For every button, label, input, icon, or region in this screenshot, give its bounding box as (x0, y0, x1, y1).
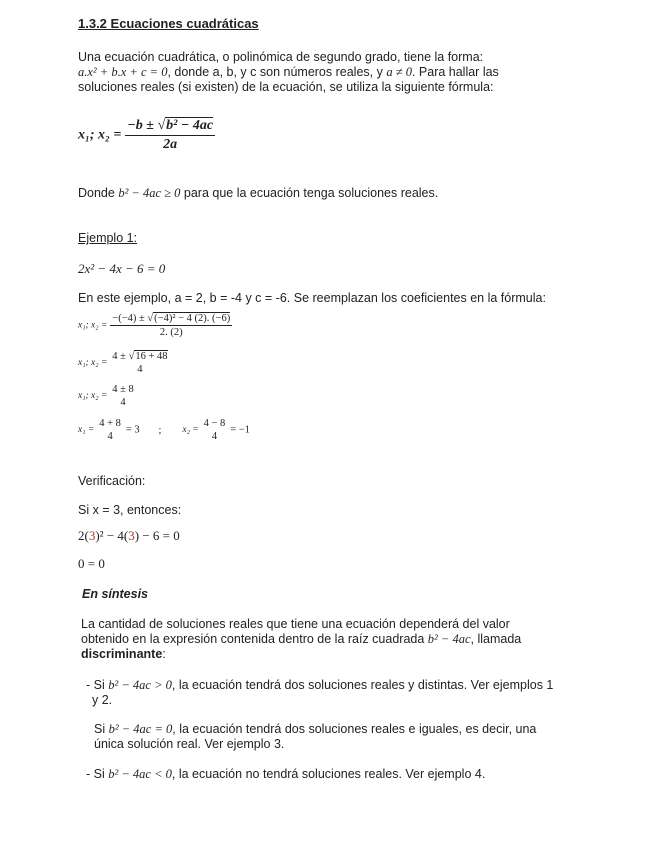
formula-fraction (125, 118, 215, 153)
summary-p1-line-2-pre: obtenido en la expresión contenida dentro de la raíz cuadrada (81, 632, 428, 646)
example-equation: 2x² − 4x − 6 = 0 (78, 261, 166, 276)
step-2-denominator: 4 (137, 364, 143, 375)
intro-line-2 (78, 65, 499, 80)
verification-eq-pre: 2( (78, 528, 89, 543)
verification-value-2: 3 (128, 528, 135, 543)
solution-1-denominator: 4 (107, 431, 113, 442)
step-1-lhs: x₁; x₂ = (78, 320, 108, 331)
formula-denominator: 2a (163, 137, 178, 152)
step-2-numerator (110, 351, 169, 363)
solution-2-numerator: 4 − 8 (203, 418, 226, 429)
bullet-zero-line-2: única solución real. Ver ejemplo 3. (94, 737, 285, 751)
verification-eq-mid: )² − 4( (95, 528, 129, 543)
intro-line-1: Una ecuación cuadrática, o polinómica de segundo grado, tiene la forma: (78, 50, 484, 64)
bullet-negative (86, 767, 485, 782)
bullet-zero-expr: b² − 4ac = 0 (108, 722, 173, 736)
step-3 (78, 384, 136, 408)
summary-heading: En síntesis (82, 587, 148, 601)
step-2-lhs: x₁; x₂ = (78, 358, 108, 368)
solution-2-lhs: x₂ = (182, 425, 199, 435)
step-3-fraction (110, 384, 136, 408)
sqrt-symbol: √ (128, 351, 135, 362)
solution-1-lhs: x₁ = (78, 425, 95, 435)
step-1 (78, 313, 232, 338)
bullet-positive-line-2: y 2. (92, 693, 113, 707)
step-3-numerator: 4 ± 8 (112, 384, 134, 395)
solution-1-fraction (97, 418, 123, 442)
bullet-positive-post: , la ecuación tendrá dos soluciones reales y distintas. Ver ejemplos 1 (171, 678, 554, 692)
bullet-negative-expr: b² − 4ac < 0 (108, 767, 172, 781)
bullet-positive-expr: b² − 4ac > 0 (108, 678, 172, 692)
formula-radicand: b² − 4ac (166, 118, 214, 133)
condition-prefix: Donde (78, 186, 119, 200)
step-2 (78, 351, 170, 375)
condition-expression: b² − 4ac ≥ 0 (118, 186, 181, 200)
example-heading: Ejemplo 1: (78, 231, 138, 245)
solution-2-denominator: 4 (211, 431, 218, 442)
step-2-fraction (110, 351, 169, 375)
intro-line-3: soluciones reales (si existen) de la ecuación, se utiliza la siguiente fórmula: (78, 80, 494, 94)
verification-heading: Verificación: (78, 474, 146, 488)
step-2-numerator-left: 4 ± (112, 351, 129, 362)
solution-1-numerator: 4 + 8 (99, 418, 121, 429)
step-3-denominator: 4 (120, 397, 126, 408)
sqrt-symbol: √ (147, 313, 154, 324)
step-1-fraction (110, 313, 232, 338)
bullet-zero-pre: Si (94, 722, 109, 736)
solution-1-result: = 3 (125, 424, 140, 436)
verification-line: Si x = 3, entonces: (78, 503, 182, 517)
step-1-numerator-left: −(−4) ± (112, 313, 148, 324)
bullet-negative-pre: - Si (86, 767, 109, 781)
verification-result: 0 = 0 (78, 556, 105, 571)
summary-p1-line-3 (81, 647, 166, 661)
solution-2-fraction (202, 418, 228, 442)
step-1-numerator (110, 313, 232, 326)
verification-equation (78, 528, 180, 544)
summary-p1-colon: : (162, 647, 166, 661)
step-1-denominator: 2. (2) (159, 327, 183, 338)
condition-line (78, 186, 438, 201)
section-title: 1.3.2 Ecuaciones cuadráticas (78, 16, 259, 31)
step-2-radicand: 16 + 48 (135, 351, 168, 362)
formula-numerator (125, 118, 215, 136)
condition-suffix: para que la ecuación tenga soluciones reales. (180, 186, 439, 200)
formula-numerator-left: −b ± (127, 118, 158, 133)
verification-value-1: 3 (88, 528, 96, 543)
step-3-lhs: x₁; x₂ = (78, 391, 108, 401)
quadratic-formula (78, 118, 215, 153)
verification-eq-end: ) − 6 = 0 (134, 528, 180, 543)
bullet-zero-post: , la ecuación tendrá dos soluciones reales e iguales, es decir, una (172, 722, 537, 736)
intro-line-2-mid: , donde a, b, y c son números reales, y (167, 65, 387, 79)
bullet-negative-post: , la ecuación no tendrá soluciones reales. Ver ejemplo 4. (171, 767, 486, 781)
summary-p1-line-1: La cantidad de soluciones reales que tiene una ecuación dependerá del valor (81, 617, 510, 631)
bullet-positive-pre: - Si (86, 678, 109, 692)
bullet-positive (86, 678, 553, 693)
summary-p1-line-2 (81, 632, 521, 647)
a-nonzero-condition: a ≠ 0 (386, 65, 412, 79)
bullet-zero (94, 722, 536, 737)
discriminant-expression: b² − 4ac (427, 632, 471, 646)
example-text: En este ejemplo, a = 2, b = -4 y c = -6. Se reemplazan los coeficientes en la fórmula: (78, 291, 546, 305)
sqrt-symbol: √ (157, 118, 166, 133)
formula-lhs: x₁; x₂ = (78, 127, 122, 143)
general-form-expression: a.x² + b.x + c = 0 (78, 65, 168, 79)
summary-p1-line-2-post: , llamada (470, 632, 522, 646)
solutions-separator: ; (158, 424, 162, 436)
solution-2-result: = −1 (230, 424, 250, 436)
discriminant-term: discriminante (81, 647, 163, 661)
solutions-line (78, 418, 250, 442)
intro-line-2-end: . Para hallar las (411, 65, 499, 79)
step-1-radicand: (−4)² − 4 (2). (−6) (154, 313, 231, 324)
